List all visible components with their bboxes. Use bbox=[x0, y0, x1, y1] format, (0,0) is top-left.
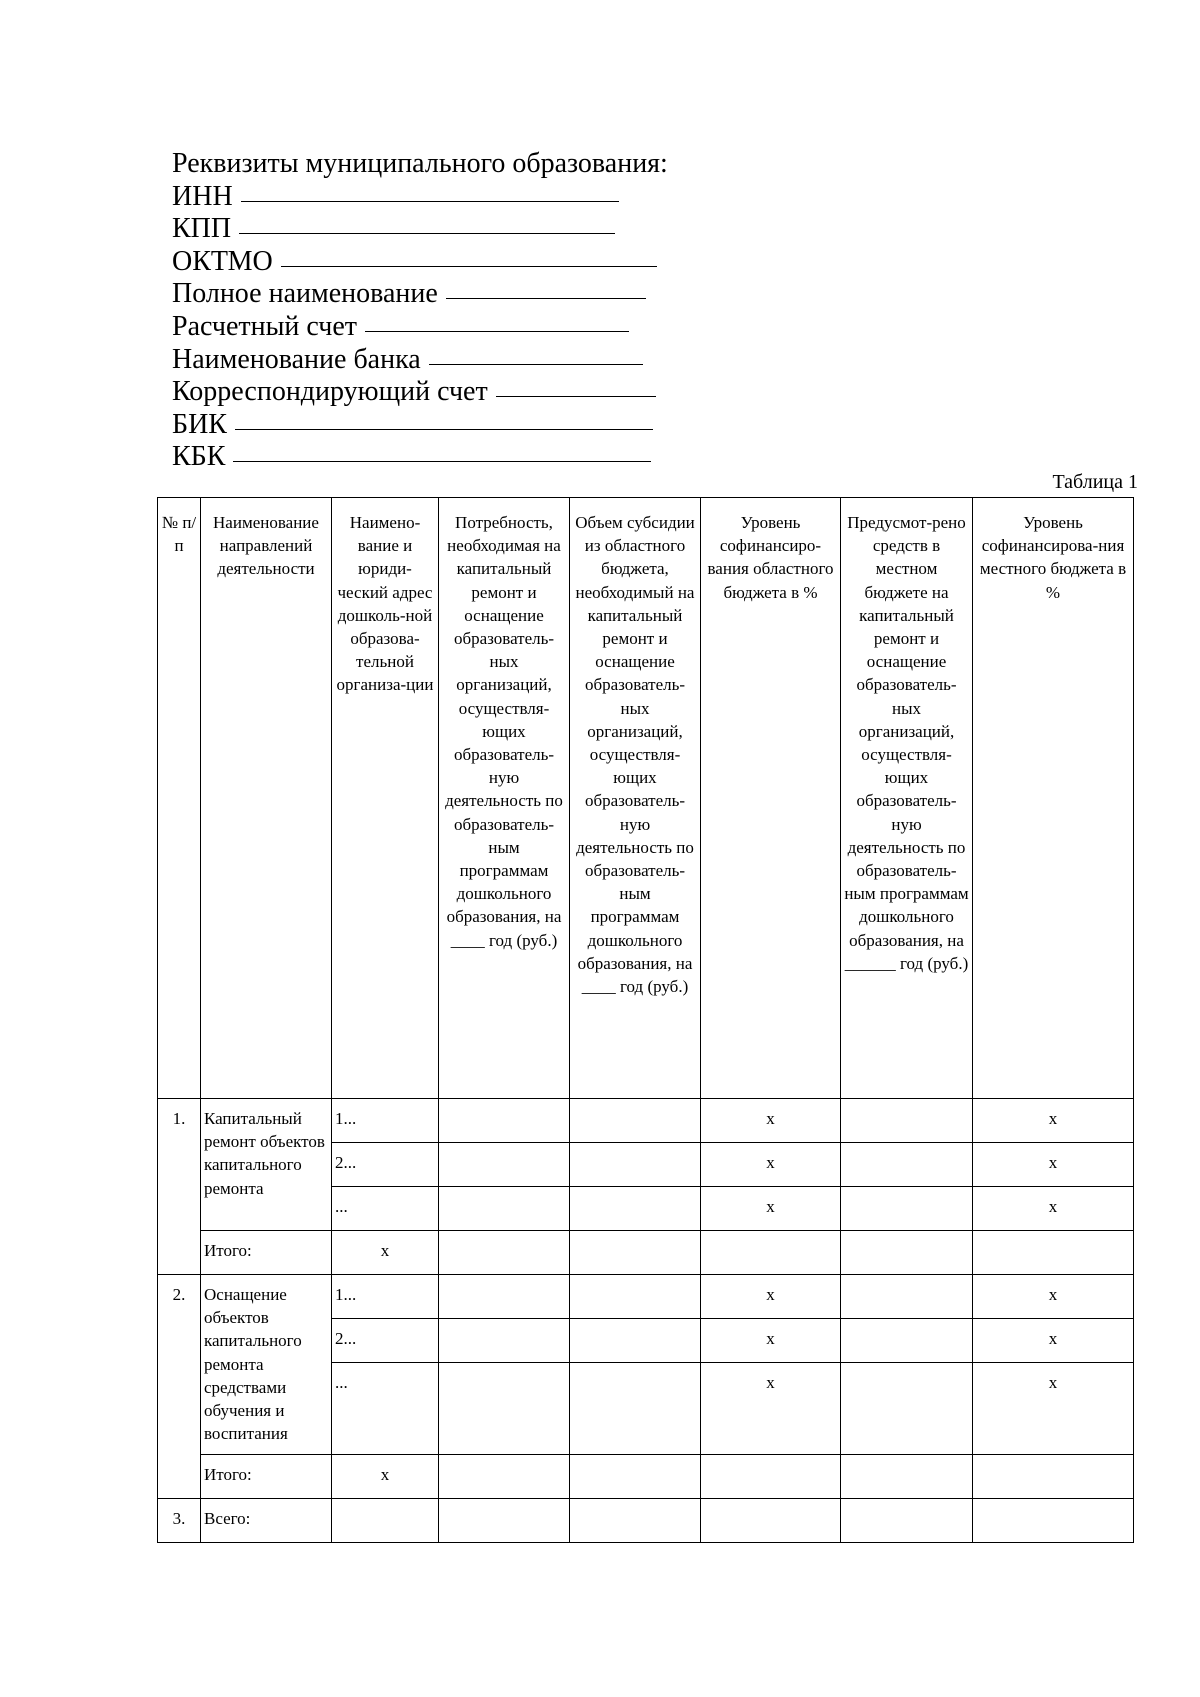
account-blank[interactable] bbox=[365, 309, 629, 332]
total-label: Итого: bbox=[201, 1231, 332, 1275]
local-level-cell: x bbox=[973, 1363, 1134, 1455]
local-funds-cell[interactable] bbox=[841, 1275, 973, 1319]
local-level-cell: x bbox=[973, 1099, 1134, 1143]
local-funds-cell[interactable] bbox=[841, 1099, 973, 1143]
header-organization: Наимено-вание и юриди-ческий адрес дошколь-ной образова-тельной организа-ции bbox=[332, 498, 439, 1099]
header-local-level: Уровень софинансирова-ния местного бюджета в % bbox=[973, 498, 1134, 1099]
total-row bbox=[158, 1231, 1134, 1275]
header-num: № п/п bbox=[158, 498, 201, 1099]
requisites-title: Реквизиты муниципального образования: bbox=[172, 148, 668, 179]
kbk-label: КБК bbox=[172, 441, 226, 473]
subsidy-total-cell[interactable] bbox=[570, 1455, 701, 1499]
corr-account-field bbox=[172, 376, 668, 409]
kbk-blank[interactable] bbox=[233, 439, 651, 462]
subsidy-grand-total-cell[interactable] bbox=[570, 1499, 701, 1543]
need-cell[interactable] bbox=[439, 1319, 570, 1363]
need-cell[interactable] bbox=[439, 1187, 570, 1231]
need-grand-total-cell[interactable] bbox=[439, 1499, 570, 1543]
corr-account-blank[interactable] bbox=[496, 374, 656, 397]
oktmo-blank[interactable] bbox=[281, 244, 657, 267]
subsidy-cell[interactable] bbox=[570, 1363, 701, 1455]
header-local-funds: Предусмот-рено средств в местном бюджете на капитальный ремонт и оснащение образователь-ных организаций, осуществля-ющих образователь-ную деятельность по образователь-ным программам дошкольного образования, на ______ год (руб.) bbox=[841, 498, 973, 1099]
total-row bbox=[158, 1455, 1134, 1499]
full-name-field bbox=[172, 278, 668, 311]
org-grand-total-cell[interactable] bbox=[332, 1499, 439, 1543]
regional-level-cell: x bbox=[701, 1275, 841, 1319]
table-row bbox=[158, 1099, 1134, 1143]
need-cell[interactable] bbox=[439, 1363, 570, 1455]
bank-name-label: Наименование банка bbox=[172, 343, 421, 375]
table-header-row bbox=[158, 498, 1134, 1099]
group-2-num: 2. bbox=[158, 1275, 201, 1499]
local-funds-grand-total-cell[interactable] bbox=[841, 1499, 973, 1543]
oktmo-label: ОКТМО bbox=[172, 245, 273, 277]
bank-name-field bbox=[172, 344, 668, 377]
total-x: x bbox=[332, 1231, 439, 1275]
kpp-label: КПП bbox=[172, 213, 232, 245]
header-regional-level: Уровень софинансиро-вания областного бюджета в % bbox=[701, 498, 841, 1099]
regional-level-cell: x bbox=[701, 1187, 841, 1231]
account-label: Расчетный счет bbox=[172, 310, 358, 342]
bank-name-blank[interactable] bbox=[429, 342, 643, 365]
header-subsidy: Объем субсидии из областного бюджета, необходимый на капитальный ремонт и оснащение образователь-ных организаций, осуществля-ющих образователь-ную деятельность по образователь-ным программам дошкольного образования, на ____ год (руб.) bbox=[570, 498, 701, 1099]
inn-field bbox=[172, 181, 668, 214]
local-funds-cell[interactable] bbox=[841, 1319, 973, 1363]
subsidy-cell[interactable] bbox=[570, 1143, 701, 1187]
subsidy-cell[interactable] bbox=[570, 1319, 701, 1363]
subsidy-cell[interactable] bbox=[570, 1275, 701, 1319]
local-level-cell: x bbox=[973, 1319, 1134, 1363]
group-2-name: Оснащение объектов капитального ремонта средствами обучения и воспитания bbox=[201, 1275, 332, 1455]
local-level-total-cell[interactable] bbox=[973, 1231, 1134, 1275]
account-field bbox=[172, 311, 668, 344]
inn-blank[interactable] bbox=[241, 179, 619, 202]
local-funds-cell[interactable] bbox=[841, 1143, 973, 1187]
kbk-field bbox=[172, 441, 668, 474]
subsidy-cell[interactable] bbox=[570, 1099, 701, 1143]
full-name-label: Полное наименование bbox=[172, 278, 438, 310]
bik-label: БИК bbox=[172, 408, 227, 440]
header-direction: Наименование направлений деятельности bbox=[201, 498, 332, 1099]
regional-level-cell: x bbox=[701, 1363, 841, 1455]
regional-level-cell: x bbox=[701, 1319, 841, 1363]
regional-level-grand-total-cell[interactable] bbox=[701, 1499, 841, 1543]
subsidy-cell[interactable] bbox=[570, 1187, 701, 1231]
org-cell[interactable]: ... bbox=[332, 1187, 439, 1231]
local-funds-total-cell[interactable] bbox=[841, 1231, 973, 1275]
bik-blank[interactable] bbox=[235, 407, 653, 430]
grand-total-num: 3. bbox=[158, 1499, 201, 1543]
org-cell[interactable]: ... bbox=[332, 1363, 439, 1455]
full-name-blank[interactable] bbox=[446, 276, 646, 299]
bik-field bbox=[172, 409, 668, 442]
org-cell[interactable]: 1... bbox=[332, 1275, 439, 1319]
org-cell[interactable]: 2... bbox=[332, 1143, 439, 1187]
grand-total-row bbox=[158, 1499, 1134, 1543]
grand-total-label: Всего: bbox=[201, 1499, 332, 1543]
local-level-cell: x bbox=[973, 1275, 1134, 1319]
group-1-num: 1. bbox=[158, 1099, 201, 1275]
local-funds-cell[interactable] bbox=[841, 1187, 973, 1231]
need-total-cell[interactable] bbox=[439, 1231, 570, 1275]
need-cell[interactable] bbox=[439, 1143, 570, 1187]
local-level-cell: x bbox=[973, 1187, 1134, 1231]
regional-level-total-cell[interactable] bbox=[701, 1455, 841, 1499]
local-funds-cell[interactable] bbox=[841, 1363, 973, 1455]
local-funds-total-cell[interactable] bbox=[841, 1455, 973, 1499]
oktmo-field bbox=[172, 246, 668, 279]
subsidy-total-cell[interactable] bbox=[570, 1231, 701, 1275]
corr-account-label: Корреспондирующий счет bbox=[172, 376, 488, 408]
kpp-blank[interactable] bbox=[239, 211, 615, 234]
kpp-field bbox=[172, 213, 668, 246]
regional-level-total-cell[interactable] bbox=[701, 1231, 841, 1275]
need-total-cell[interactable] bbox=[439, 1455, 570, 1499]
total-label: Итого: bbox=[201, 1455, 332, 1499]
need-cell[interactable] bbox=[439, 1099, 570, 1143]
requisites-block bbox=[172, 148, 668, 474]
local-level-cell: x bbox=[973, 1143, 1134, 1187]
table-row bbox=[158, 1275, 1134, 1319]
local-level-total-cell[interactable] bbox=[973, 1455, 1134, 1499]
group-1-name: Капитальный ремонт объектов капитального ремонта bbox=[201, 1099, 332, 1231]
regional-level-cell: x bbox=[701, 1099, 841, 1143]
table-caption: Таблица 1 bbox=[1052, 471, 1138, 493]
regional-level-cell: x bbox=[701, 1143, 841, 1187]
subsidy-table bbox=[157, 497, 1134, 1543]
org-cell[interactable]: 1... bbox=[332, 1099, 439, 1143]
total-x: x bbox=[332, 1455, 439, 1499]
org-cell[interactable]: 2... bbox=[332, 1319, 439, 1363]
inn-label: ИНН bbox=[172, 180, 233, 212]
need-cell[interactable] bbox=[439, 1275, 570, 1319]
header-need: Потребность, необходимая на капитальный ремонт и оснащение образователь-ных организаций, осуществля-ющих образователь-ную деятельность по образователь-ным программам дошкольного образования, на ____ год (руб.) bbox=[439, 498, 570, 1099]
local-level-grand-total-cell[interactable] bbox=[973, 1499, 1134, 1543]
